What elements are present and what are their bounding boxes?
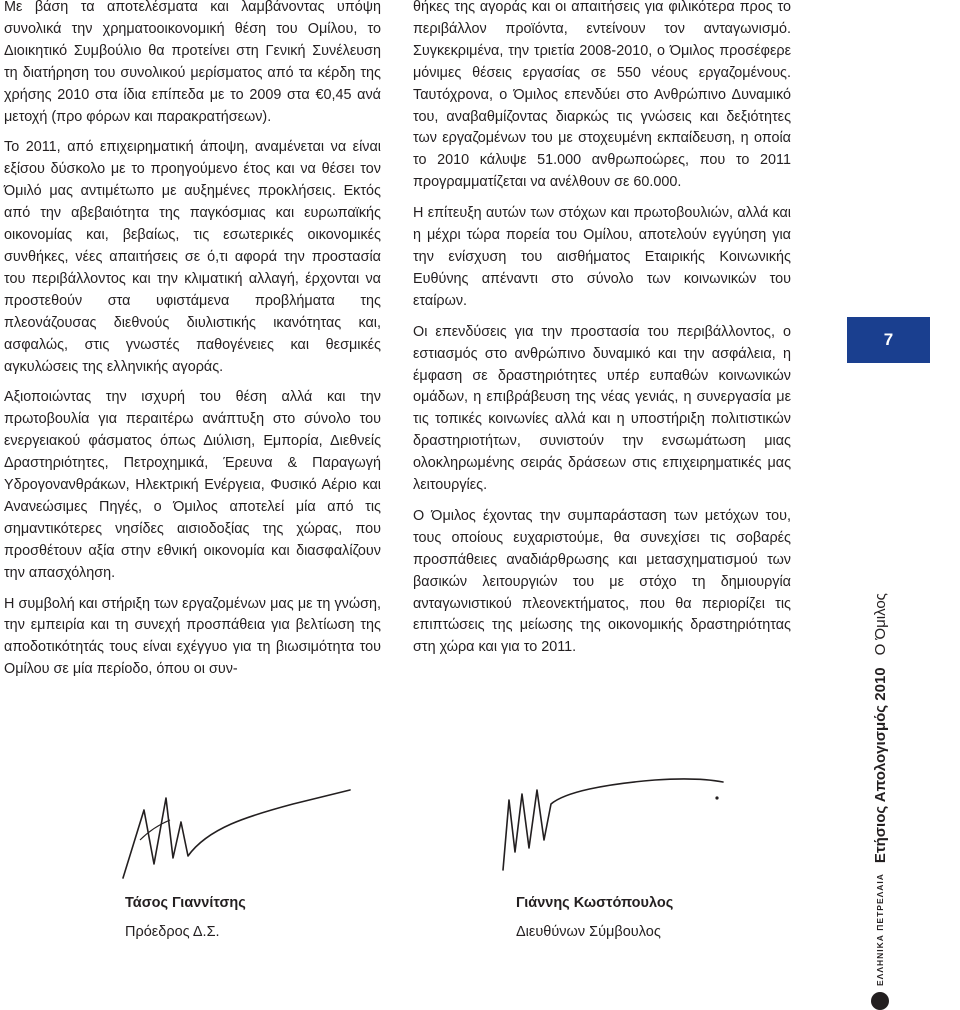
paragraph: Με βάση τα αποτελέσματα και λαμβάνοντας υπόψη συνολικά την χρηματοοικονομική θέση του Ομίλου, το Διοικητικό Συμβούλιο θα προτείνει στη Γενική Συνέλευση τη διατήρηση του συνολικού μερίσματος από τα κέρδη της χρήσης 2010 στα ίδια επίπεδα με το 2009 στα €0,45 ανά μετοχή (προ φόρων και παρακρατήσεων). [4,0,381,125]
signatory-name: Τάσος Γιαννίτσης [125,895,246,911]
company-logo-text: ΕΛΛΗΝΙΚΑ ΠΕΤΡΕΛΑΙΑ [875,873,885,986]
left-text-column [4,0,381,690]
paragraph: θήκες της αγοράς και οι απαιτήσεις για φιλικότερα προς το περιβάλλον προϊόντα, εντείνουν τον ανταγωνισμό. Συγκεκριμένα, την τριετία 2008-2010, ο Όμιλος προσέφερε μόνιμες θέσεις εργασίας σε 550 νέους εργαζομένους. Ταυτόχρονα, ο Όμιλος επενδύει στο Ανθρώπινο Δυναμικό του, αναβαθμίζοντας διαρκώς τις γνώσεις και δεξιότητες των εργαζομένων του με στοχευμένη εκπαίδευση, η οποία το 2010 κάλυψε 51.000 ανθρωποώρες, που το 2011 προγραμματίζεται να ανέλθουν σε 60.000. [413,0,791,191]
signatory-title: Διευθύνων Σύμβουλος [516,924,661,940]
paragraph: Αξιοποιώντας την ισχυρή του θέση αλλά και την πρωτοβουλία για περαιτέρω ανάπτυξη στο σύνολο του ενεργειακού φάσματος όπως Διύλιση, Εμπορία, Διεθνείς Δραστηριότητες, Πετροχημικά, Έρευνα & Παραγωγή Υδρογονανθράκων, Ηλεκτρική Ενέργεια, Φυσικό Αέριο και Ανανεώσιμες Πηγές, ο Όμιλος αποτελεί μία από τις σημαντικότερες νησίδες αισιοδοξίας της χώρας, που προσθέτουν αξία στην εθνική οικονομία και διασφαλίζουν την απασχόληση. [4,389,381,581]
signature-block-chairman [125,893,246,942]
chairman-signature [118,770,358,885]
signatory-name: Γιάννης Κωστόπουλος [516,895,674,911]
paragraph: Η επίτευξη αυτών των στόχων και πρωτοβουλιών, αλλά και η μέχρι τώρα πορεία του Ομίλου, αποτελούν εγγύηση για την ενίσχυση του αισθήματος Εταιρικής Κοινωνικής Ευθύνης απέναντι στο σύνολο των κοινωνικών του εταίρων. [413,205,791,309]
right-text-column [413,0,791,668]
sidebar [857,540,903,1010]
paragraph: Ο Όμιλος έχοντας την συμπαράσταση των μετόχων του, τους οποίους ευχαριστούμε, θα συνεχίσει τις σοβαρές προσπάθειες αναδιάρθρωσης και μετασχηματισμού των βασικών λειτουργιών του με στόχο τη δημιουργία ανταγωνιστικού πλεονεκτήματος, που θα περιορίζει τις επιπτώσεις της μείωσης της οικονομικής δραστηριότητας στη χώρα και για το 2011. [413,507,791,656]
section-title: Ο Όμιλος [871,593,889,656]
ceo-signature [495,770,735,885]
company-logo-icon [871,992,889,1010]
signatory-title: Πρόεδρος Δ.Σ. [125,924,220,940]
paragraph: Οι επενδύσεις για την προστασία του περιβάλλοντος, ο εστιασμός στο ανθρώπινο δυναμικό και την ασφάλεια, η έμφαση σε δραστηριότητες υπέρ ευπαθών κοινωνικών ομάδων, η επιβράβευση της νέας γενιάς, η συνεργασία με τις τοπικές κοινωνίες αλλά και η υποστήριξη πολιτιστικών δραστηριοτήτων, συνιστούν την ενσωμάτωση μιας ολοκληρωμένης σειράς δράσεων στις επιχειρηματικές μας λειτουργίες. [413,323,791,494]
paragraph: Το 2011, από επιχειρηματική άποψη, αναμένεται να είναι εξίσου δύσκολο με το προηγούμενο έτος και να θέσει τον Όμιλό μας αντιμέτωπο με αυξημένες προκλήσεις. Εκτός από την αβεβαιότητα της παγκόσμιας και ευρωπαϊκής οικονομίας και, βεβαίως, τις εσωτερικές οικονομικές συνθήκες, νέες απαιτήσεις σε ό,τι αφορά την προστασία του περιβάλλοντος και την κλιματική αλλαγή, έρχονται να προστεθούν στα υφιστάμενα προβλήματα της πλεονάζουσας διεθνούς διυλιστικής ικανότητας και, ασφαλώς, στις γνωστές παθογένειες και θεσμικές αγκυλώσεις της ελληνικής αγοράς. [4,139,381,375]
paragraph: Η συμβολή και στήριξη των εργαζομένων μας με τη γνώση, την εμπειρία και τη συνεχή προσπάθεια για βελτίωση της αποδοτικότητάς τους είναι εχέγγυο για τη βιωσιμότητα του Ομίλου σε μία περίοδο, όπου οι συν- [4,595,381,678]
page-number-tab: 7 [847,317,930,363]
signature-block-ceo [516,893,673,942]
report-title: Ετήσιος Απολογισμός 2010 [871,667,889,864]
